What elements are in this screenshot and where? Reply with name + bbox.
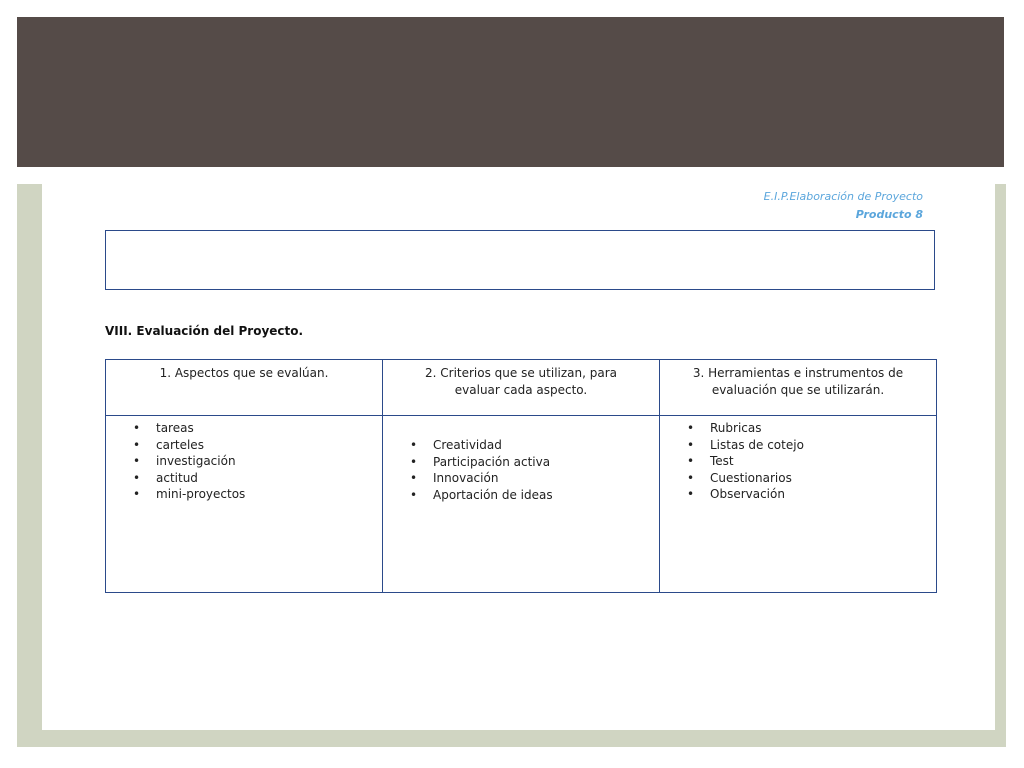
empty-text-box xyxy=(105,230,935,290)
list-item: • Rubricas xyxy=(660,420,936,437)
list-item: • actitud xyxy=(106,470,382,487)
header-text: evaluar cada aspecto. xyxy=(454,383,588,397)
body-cell-criteria xyxy=(383,416,660,593)
body-cell-aspects xyxy=(106,416,383,593)
header-cell-tools xyxy=(660,360,937,416)
header-text: 3. Herramientas e instrumentos de xyxy=(692,366,904,380)
slide-header-band xyxy=(17,17,1004,167)
list-item: • tareas xyxy=(106,420,382,437)
list-item: • Innovación xyxy=(383,470,659,487)
list-item: • Test xyxy=(660,453,936,470)
list-item: • Observación xyxy=(660,486,936,503)
list-item: • carteles xyxy=(106,437,382,454)
table-body-row xyxy=(106,416,937,593)
list-item: • Cuestionarios xyxy=(660,470,936,487)
list-item: • Creatividad xyxy=(383,437,659,454)
list-item: • Listas de cotejo xyxy=(660,437,936,454)
header-text: 1. Aspectos que se evalúan. xyxy=(159,366,329,380)
section-title: VIII. Evaluación del Proyecto. xyxy=(105,324,304,338)
bullet-list xyxy=(660,416,936,503)
list-item: • investigación xyxy=(106,453,382,470)
header-text: 2. Criterios que se utilizan, para xyxy=(425,366,617,380)
header-cell-criteria xyxy=(383,360,660,416)
list-item: • Aportación de ideas xyxy=(383,487,659,504)
evaluation-table xyxy=(105,359,937,593)
bullet-list xyxy=(106,416,382,503)
list-item: • mini-proyectos xyxy=(106,486,382,503)
body-cell-tools xyxy=(660,416,937,593)
bullet-list xyxy=(383,416,659,503)
table-header-row xyxy=(106,360,937,416)
list-item: • Participación activa xyxy=(383,454,659,471)
document-header-title: E.I.P.Elaboración de Proyecto xyxy=(763,190,923,203)
header-text: evaluación que se utilizarán. xyxy=(711,383,885,397)
document-header-product: Producto 8 xyxy=(855,208,923,221)
header-cell-aspects xyxy=(106,360,383,416)
